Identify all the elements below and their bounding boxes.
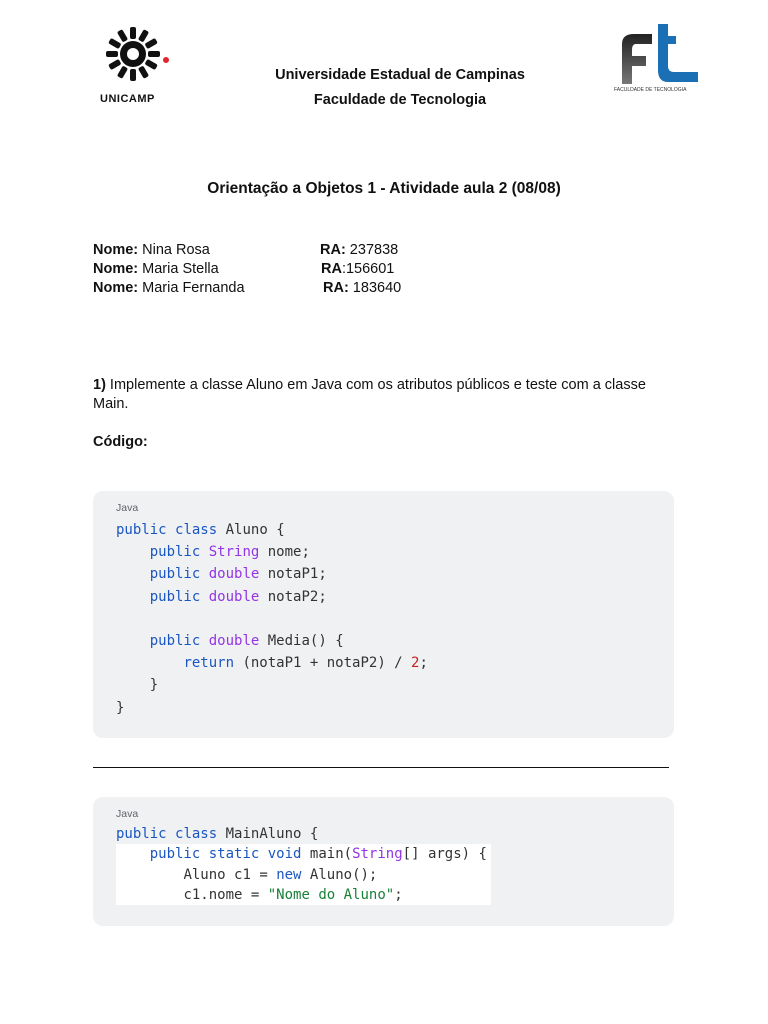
name-label: Nome: xyxy=(93,280,139,296)
student-row xyxy=(93,260,219,279)
ra-value: 183640 xyxy=(348,280,402,296)
code-line: public static void main(String[] args) { xyxy=(116,844,491,864)
code-block xyxy=(93,491,674,738)
code-language-label: Java xyxy=(116,502,139,514)
code-line: public double Media() { xyxy=(149,633,344,650)
ra-label: RA: xyxy=(323,280,349,296)
unicamp-logo-text: UNICAMP xyxy=(100,93,155,105)
student-name: Maria Stella xyxy=(138,261,219,277)
code-line: public class Aluno { xyxy=(116,522,285,538)
separator-line xyxy=(93,767,669,768)
code-line: return (notaP1 + notaP2) / 2; xyxy=(183,655,428,672)
question-text xyxy=(93,376,653,414)
ra-value: 237838 xyxy=(345,242,399,258)
student-row xyxy=(93,241,210,260)
code-line: public String nome; xyxy=(149,544,310,561)
code-line: } xyxy=(116,699,125,716)
name-label: Nome: xyxy=(93,261,139,277)
code-label: Código: xyxy=(93,434,148,450)
ra-value: :156601 xyxy=(341,261,395,277)
code-block xyxy=(93,797,674,926)
unicamp-logo-icon xyxy=(95,26,177,88)
ft-logo-caption: FACULDADE DE TECNOLOGIA xyxy=(614,87,687,93)
code-line: public double notaP1; xyxy=(149,566,327,583)
student-ra xyxy=(321,260,394,279)
ra-label: RA xyxy=(321,261,342,277)
code-line: } xyxy=(116,677,159,694)
faculty-name: Faculdade de Tecnologia xyxy=(313,92,487,108)
code-line: public class MainAluno { xyxy=(116,826,319,842)
code-line: public double notaP2; xyxy=(149,588,327,605)
ft-logo-icon xyxy=(618,22,702,86)
ra-label: RA: xyxy=(320,242,346,258)
name-label: Nome: xyxy=(93,242,139,258)
code-content xyxy=(116,519,428,719)
student-row xyxy=(93,279,245,298)
question-number: 1) xyxy=(93,377,106,393)
code-language-label: Java xyxy=(116,808,139,820)
student-ra xyxy=(320,241,398,260)
question-body: Implemente a classe Aluno em Java com os atributos públicos e teste com a classe Main. xyxy=(93,377,646,412)
student-ra xyxy=(323,279,401,298)
student-name: Nina Rosa xyxy=(138,242,210,258)
code-line: Aluno c1 = new Aluno(); xyxy=(116,865,491,885)
code-line: c1.nome = "Nome do Aluno"; xyxy=(116,885,491,905)
university-name: Universidade Estadual de Campinas xyxy=(275,67,525,83)
code-content xyxy=(116,824,491,905)
page-title: Orientação a Objetos 1 - Atividade aula 2 (08/08) xyxy=(207,180,561,197)
student-name: Maria Fernanda xyxy=(138,280,245,296)
